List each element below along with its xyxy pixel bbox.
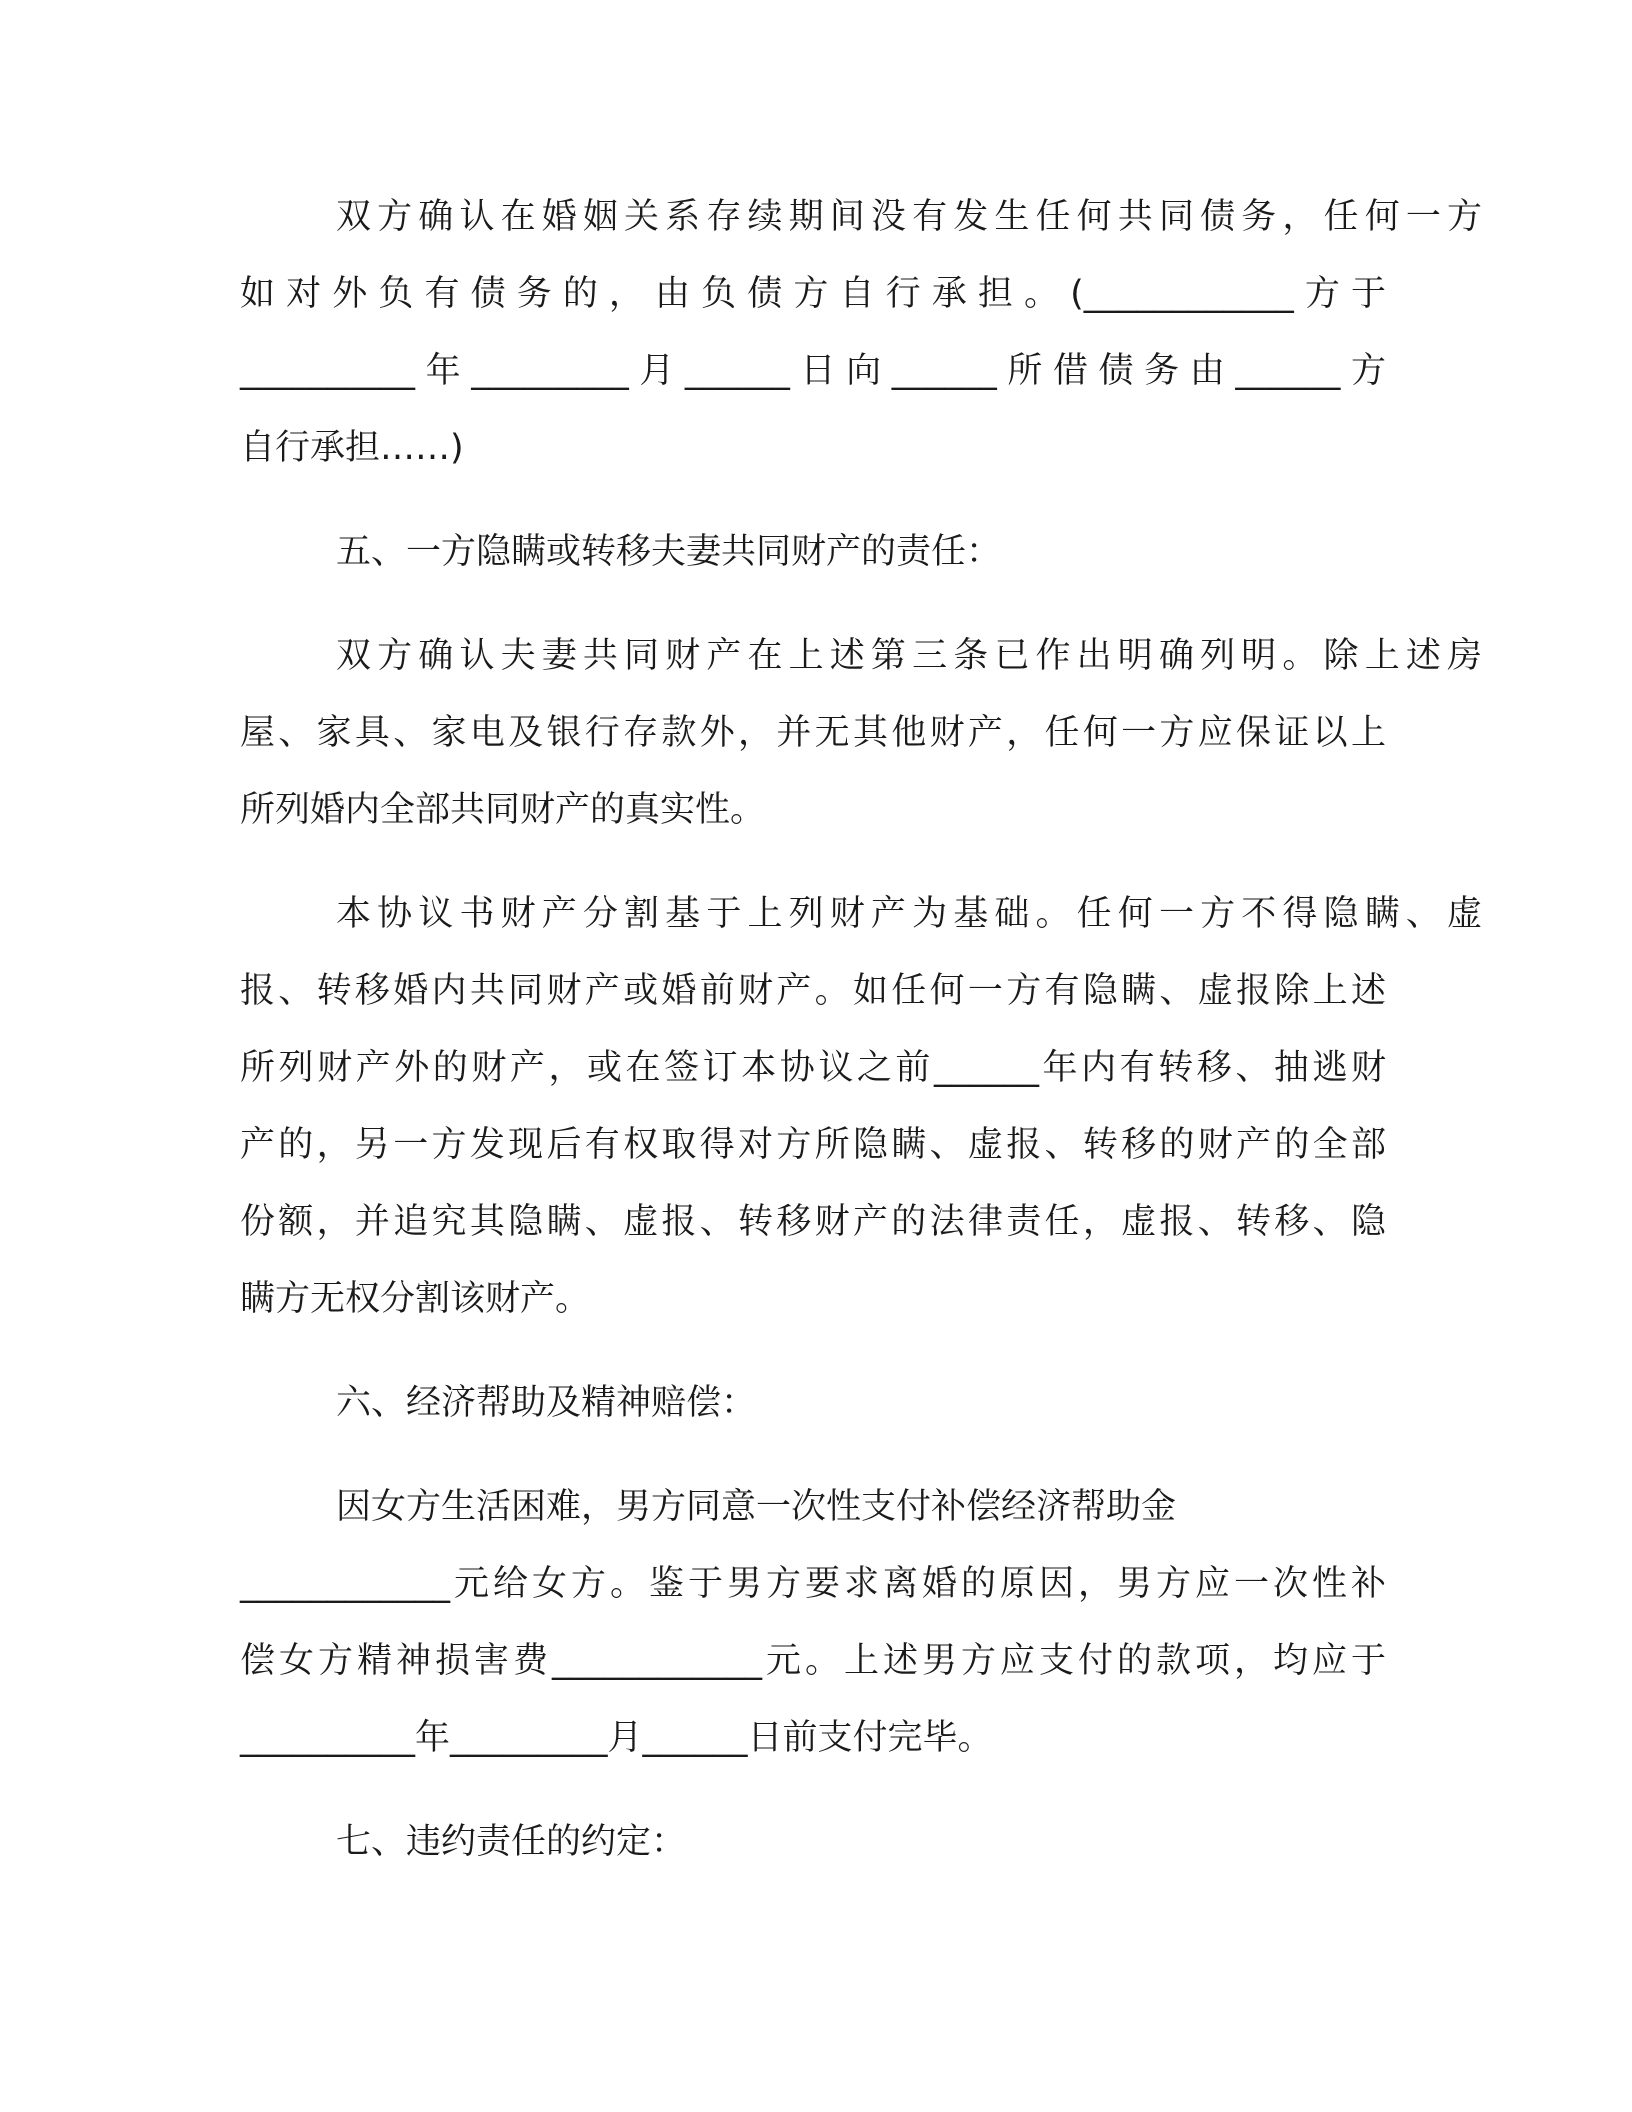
paragraph-debts-line-3: __________年_________月______日向______所借债务由______方 xyxy=(240,351,1386,391)
paragraph-property-line-3: 所列婚内全部共同财产的真实性。 xyxy=(240,790,766,830)
paragraph-concealment-line-3: 所列财产外的财产，或在签订本协议之前______年内有转移、抽逃财 xyxy=(240,1048,1386,1088)
paragraph-concealment-line-6: 瞒方无权分割该财产。 xyxy=(240,1279,591,1319)
paragraph-compensation-line-4: __________年_________月______日前支付完毕。 xyxy=(240,1718,993,1758)
paragraph-property-line-1: 双方确认夫妻共同财产在上述第三条已作出明确列明。除上述房 xyxy=(336,636,1482,676)
paragraph-concealment-line-4: 产的，另一方发现后有权取得对方所隐瞒、虚报、转移的财产的全部 xyxy=(240,1125,1386,1165)
section-five-heading: 五、一方隐瞒或转移夫妻共同财产的责任： xyxy=(336,532,1002,572)
paragraph-concealment-line-5: 份额，并追究其隐瞒、虚报、转移财产的法律责任，虚报、转移、隐 xyxy=(240,1202,1386,1242)
paragraph-compensation-line-3: 偿女方精神损害费____________元。上述男方应支付的款项，均应于 xyxy=(240,1641,1386,1681)
section-six-heading: 六、经济帮助及精神赔偿： xyxy=(336,1383,757,1423)
paragraph-property-line-2: 屋、家具、家电及银行存款外，并无其他财产，任何一方应保证以上 xyxy=(240,713,1386,753)
paragraph-debts-line-1: 双方确认在婚姻关系存续期间没有发生任何共同债务，任何一方 xyxy=(336,197,1482,237)
paragraph-concealment-line-1: 本协议书财产分割基于上列财产为基础。任何一方不得隐瞒、虚 xyxy=(336,894,1482,934)
paragraph-debts-line-4: 自行承担……) xyxy=(240,428,464,468)
paragraph-concealment-line-2: 报、转移婚内共同财产或婚前财产。如任何一方有隐瞒、虚报除上述 xyxy=(240,971,1386,1011)
paragraph-compensation-line-2: ____________元给女方。鉴于男方要求离婚的原因，男方应一次性补 xyxy=(240,1564,1386,1604)
section-seven-heading: 七、违约责任的约定： xyxy=(336,1822,687,1862)
paragraph-compensation-line-1: 因女方生活困难，男方同意一次性支付补偿经济帮助金 xyxy=(336,1487,1177,1527)
paragraph-debts-line-2: 如对外负有债务的，由负债方自行承担。(____________方于 xyxy=(240,274,1386,314)
